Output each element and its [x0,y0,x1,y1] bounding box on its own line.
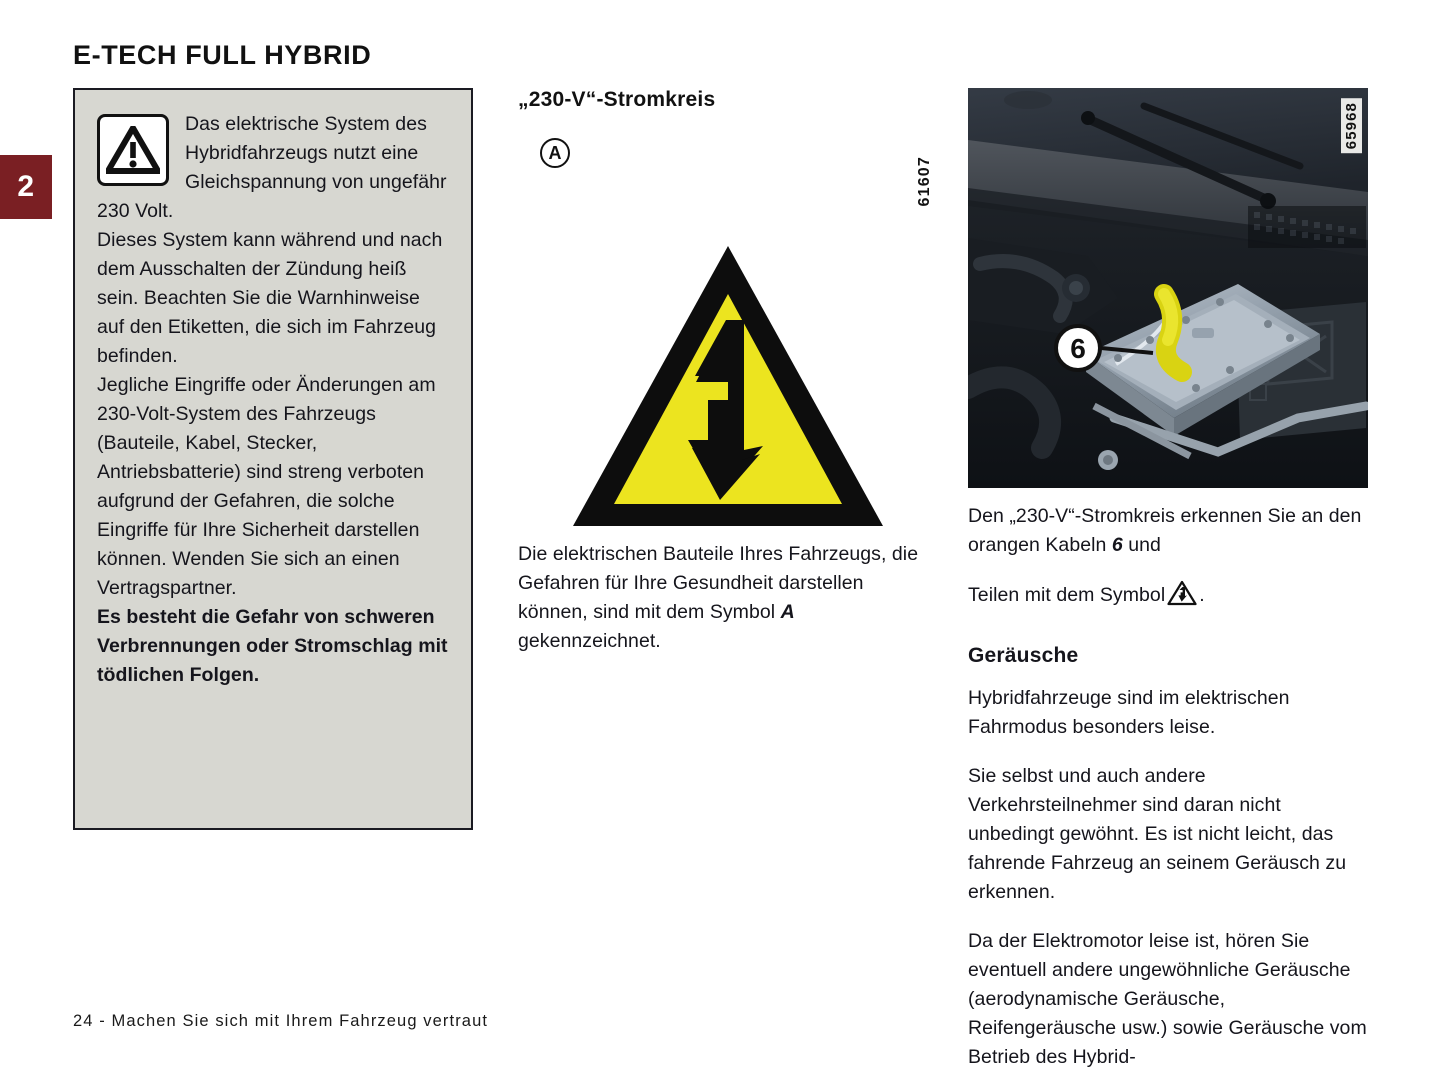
warning-paragraph-3: Jegliche Eingriffe oder Änderungen am 230-Volt-System des Fahrzeugs (Bauteile, Kabel, Stecker, Antriebsbatterie) sind streng verboten aufgrund der Gefahren, die solche Eingriffe für Ihre Sicherheit darstellen können. Wenden Sie sich an einen Vertragspartner. [97,374,436,599]
page-footer: 24 - Machen Sie sich mit Ihrem Fahrzeug vertraut [73,1012,489,1030]
svg-text:6: 6 [1070,333,1086,364]
caption-text-part2: gekennzeichnet. [518,630,661,652]
callout-letter-a: A [540,138,570,168]
warning-paragraph-1: Das elektrische System des Hybridfahrzeugs nutzt eine Gleichspannung von ungefähr 230 Volt. [97,113,447,222]
caption-symbol-a: A [780,601,795,623]
right-column [968,88,1368,1072]
warning-triangle-exclamation-icon [97,114,169,186]
right-para1-bold-callout: 6 [1111,534,1123,556]
caption-text-part1: Die elektrischen Bauteile Ihres Fahrzeugs, die Gefahren für Ihre Gesundheit darstellen können, sind mit dem Symbol [518,543,919,623]
high-voltage-warning-triangle-icon [570,242,886,537]
right-paragraph-5: Da der Elektromotor leise ist, hören Sie eventuell andere ungewöhnliche Geräusche (aerodynamische Geräusche, Reifengeräusche usw.) sowie Geräusche vom Betrieb des Hybrid- [968,930,1367,1068]
middle-column-caption [518,540,938,656]
right-column-section-heading: Geräusche [968,644,1079,667]
right-column-text [968,502,1368,1072]
right-para1-part1: Den „230-V“-Stromkreis erkennen Sie an den orangen Kabeln [968,505,1362,556]
page-title: E-TECH FULL HYBRID [73,40,372,70]
right-para2-part1: Teilen mit dem Symbol [968,584,1166,606]
right-para1-part2: und [1128,534,1161,556]
chapter-number-tab [0,155,52,219]
chapter-number-label: 2 [17,170,35,203]
warning-paragraph-4-bold: Es besteht die Gefahr von schweren Verbrennungen oder Stromschlag mit tödlichen Folgen. [97,606,448,686]
figure-reference-number: 61607 [916,156,933,207]
right-paragraph-4: Sie selbst und auch andere Verkehrsteilnehmer sind daran nicht unbedingt gewöhnt. Es ist nicht leicht, das fahrende Fahrzeug an seinem Geräusch zu erkennen. [968,765,1347,903]
right-paragraph-1 [968,502,1368,560]
engine-bay-hybrid-inverter-photo [968,88,1368,488]
high-voltage-triangle-icon [1167,580,1197,615]
middle-column [518,88,938,652]
right-paragraph-3: Hybridfahrzeuge sind im elektrischen Fahrmodus besonders leise. [968,687,1290,738]
middle-column-heading: „230-V“-Stromkreis [518,88,716,111]
photo-reference-number: 65968 [1341,98,1362,153]
right-paragraph-2 [968,580,1368,615]
warning-paragraph-2: Dieses System kann während und nach dem Ausschalten der Zündung heiß sein. Beachten Sie die Warnhinweise auf den Etiketten, die sich im Fahrzeug befinden. [97,229,443,367]
warning-box [73,88,473,830]
right-para2-part2: . [1199,584,1205,606]
warning-box-text [97,110,449,690]
left-column [73,88,473,830]
